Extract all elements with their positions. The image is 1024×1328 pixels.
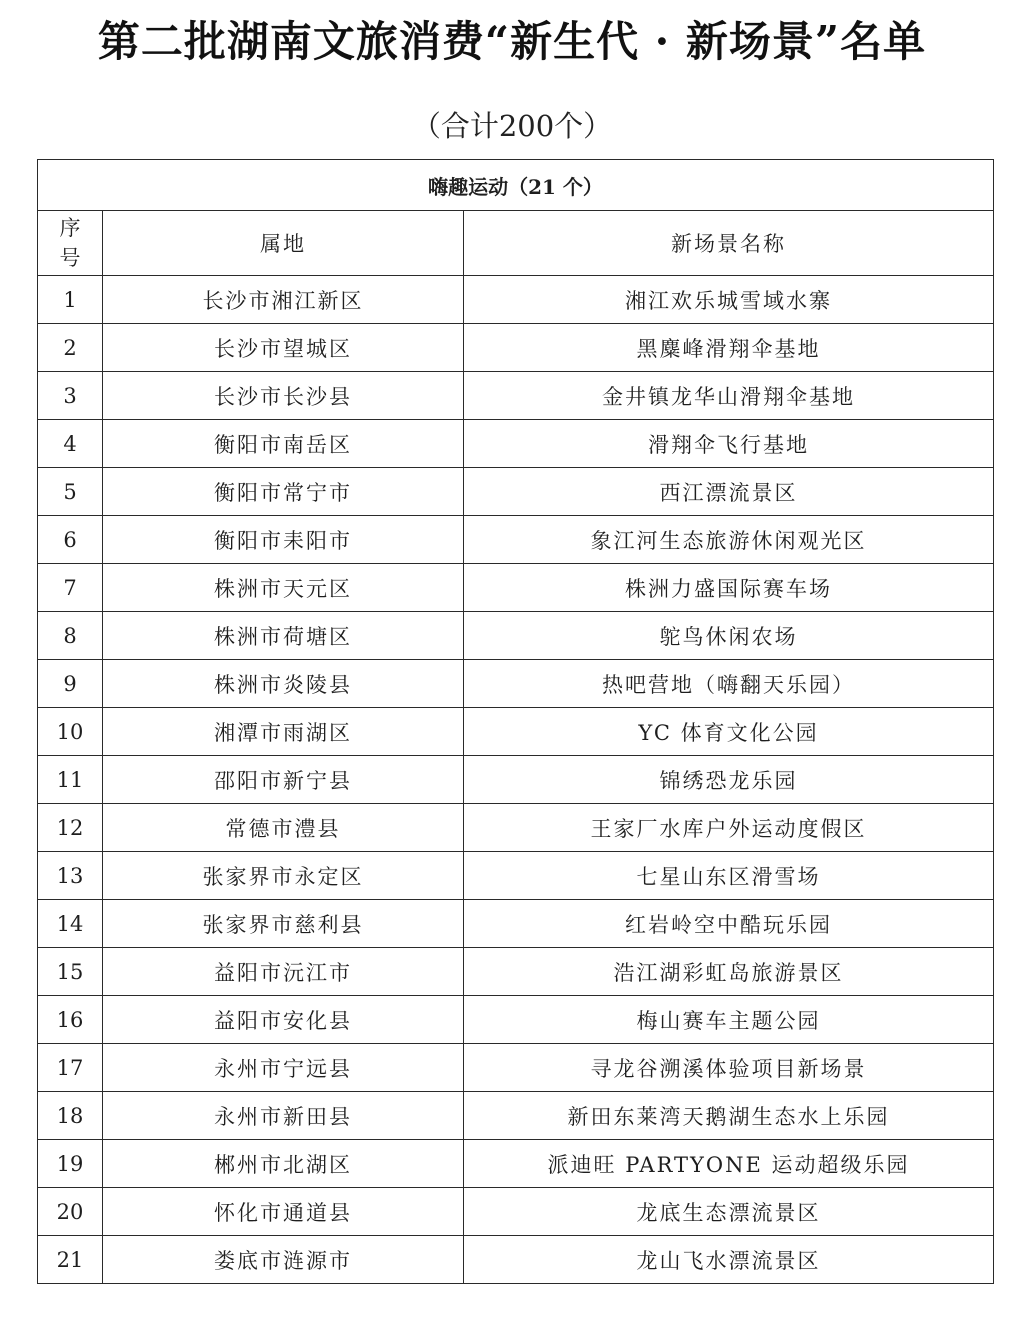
row-scene-name: 红岩岭空中酷玩乐园 xyxy=(464,900,994,948)
table-row xyxy=(38,804,994,852)
table-row xyxy=(38,996,994,1044)
row-seq: 6 xyxy=(38,516,103,564)
row-scene-name: 金井镇龙华山滑翔伞基地 xyxy=(464,372,994,420)
table-row xyxy=(38,852,994,900)
header-seq-line1: 序 xyxy=(59,216,81,240)
row-seq: 7 xyxy=(38,564,103,612)
row-location: 株洲市天元区 xyxy=(103,564,464,612)
document-subtitle: （合计200个） xyxy=(411,109,613,143)
row-location: 株洲市炎陵县 xyxy=(103,660,464,708)
row-location: 长沙市望城区 xyxy=(103,324,464,372)
row-location: 衡阳市南岳区 xyxy=(103,420,464,468)
row-location: 张家界市慈利县 xyxy=(103,900,464,948)
row-scene-name: 浩江湖彩虹岛旅游景区 xyxy=(464,948,994,996)
row-seq: 1 xyxy=(38,276,103,324)
scene-list-table xyxy=(37,159,994,1284)
section-header-row xyxy=(38,160,994,211)
row-location: 长沙市长沙县 xyxy=(103,372,464,420)
row-location: 湘潭市雨湖区 xyxy=(103,708,464,756)
row-seq: 21 xyxy=(38,1236,103,1284)
row-location: 永州市新田县 xyxy=(103,1092,464,1140)
table-row xyxy=(38,708,994,756)
table-row xyxy=(38,1092,994,1140)
table-row xyxy=(38,564,994,612)
row-location: 益阳市沅江市 xyxy=(103,948,464,996)
row-seq: 15 xyxy=(38,948,103,996)
row-seq: 18 xyxy=(38,1092,103,1140)
row-scene-name: 湘江欢乐城雪域水寨 xyxy=(464,276,994,324)
section-title: 嗨趣运动（21 个） xyxy=(38,160,994,211)
row-scene-name: 寻龙谷溯溪体验项目新场景 xyxy=(464,1044,994,1092)
row-scene-name: 新田东莱湾天鹅湖生态水上乐园 xyxy=(464,1092,994,1140)
table-row xyxy=(38,1188,994,1236)
row-location: 长沙市湘江新区 xyxy=(103,276,464,324)
table-row xyxy=(38,468,994,516)
row-location: 张家界市永定区 xyxy=(103,852,464,900)
row-seq: 11 xyxy=(38,756,103,804)
row-seq: 9 xyxy=(38,660,103,708)
row-scene-name: 龙底生态漂流景区 xyxy=(464,1188,994,1236)
row-seq: 5 xyxy=(38,468,103,516)
row-location: 益阳市安化县 xyxy=(103,996,464,1044)
row-scene-name: 梅山赛车主题公园 xyxy=(464,996,994,1044)
row-seq: 13 xyxy=(38,852,103,900)
row-scene-name: 龙山飞水漂流景区 xyxy=(464,1236,994,1284)
row-scene-name: 黑麋峰滑翔伞基地 xyxy=(464,324,994,372)
row-seq: 10 xyxy=(38,708,103,756)
row-location: 永州市宁远县 xyxy=(103,1044,464,1092)
row-scene-name: 派迪旺 PARTYONE 运动超级乐园 xyxy=(464,1140,994,1188)
row-scene-name: 七星山东区滑雪场 xyxy=(464,852,994,900)
row-seq: 4 xyxy=(38,420,103,468)
row-scene-name: 株洲力盛国际赛车场 xyxy=(464,564,994,612)
header-location: 属地 xyxy=(103,211,464,276)
row-location: 邵阳市新宁县 xyxy=(103,756,464,804)
table-row xyxy=(38,324,994,372)
table-row xyxy=(38,1236,994,1284)
row-scene-name: 西江漂流景区 xyxy=(464,468,994,516)
table-row xyxy=(38,612,994,660)
row-scene-name: 鸵鸟休闲农场 xyxy=(464,612,994,660)
header-seq xyxy=(38,211,103,276)
header-seq-line2: 号 xyxy=(59,246,81,270)
document-title: 第二批湖南文旅消费“新生代 · 新场景”名单 xyxy=(97,17,927,66)
table-row xyxy=(38,900,994,948)
row-location: 衡阳市常宁市 xyxy=(103,468,464,516)
table-row xyxy=(38,1140,994,1188)
table-row xyxy=(38,516,994,564)
column-header-row xyxy=(38,211,994,276)
table-row xyxy=(38,420,994,468)
row-scene-name: 滑翔伞飞行基地 xyxy=(464,420,994,468)
row-scene-name: 热吧营地（嗨翻天乐园） xyxy=(464,660,994,708)
row-scene-name: YC 体育文化公园 xyxy=(464,708,994,756)
table-row xyxy=(38,756,994,804)
row-scene-name: 象江河生态旅游休闲观光区 xyxy=(464,516,994,564)
row-location: 株洲市荷塘区 xyxy=(103,612,464,660)
row-location: 常德市澧县 xyxy=(103,804,464,852)
table-row xyxy=(38,1044,994,1092)
row-seq: 12 xyxy=(38,804,103,852)
row-scene-name: 锦绣恐龙乐园 xyxy=(464,756,994,804)
row-seq: 2 xyxy=(38,324,103,372)
row-seq: 20 xyxy=(38,1188,103,1236)
row-location: 郴州市北湖区 xyxy=(103,1140,464,1188)
row-location: 怀化市通道县 xyxy=(103,1188,464,1236)
row-seq: 3 xyxy=(38,372,103,420)
row-seq: 19 xyxy=(38,1140,103,1188)
table-row xyxy=(38,372,994,420)
row-seq: 14 xyxy=(38,900,103,948)
row-scene-name: 王家厂水库户外运动度假区 xyxy=(464,804,994,852)
row-seq: 16 xyxy=(38,996,103,1044)
table-row xyxy=(38,276,994,324)
row-seq: 8 xyxy=(38,612,103,660)
table-row xyxy=(38,948,994,996)
row-location: 娄底市涟源市 xyxy=(103,1236,464,1284)
header-scene-name: 新场景名称 xyxy=(464,211,994,276)
row-location: 衡阳市耒阳市 xyxy=(103,516,464,564)
row-seq: 17 xyxy=(38,1044,103,1092)
table-row xyxy=(38,660,994,708)
